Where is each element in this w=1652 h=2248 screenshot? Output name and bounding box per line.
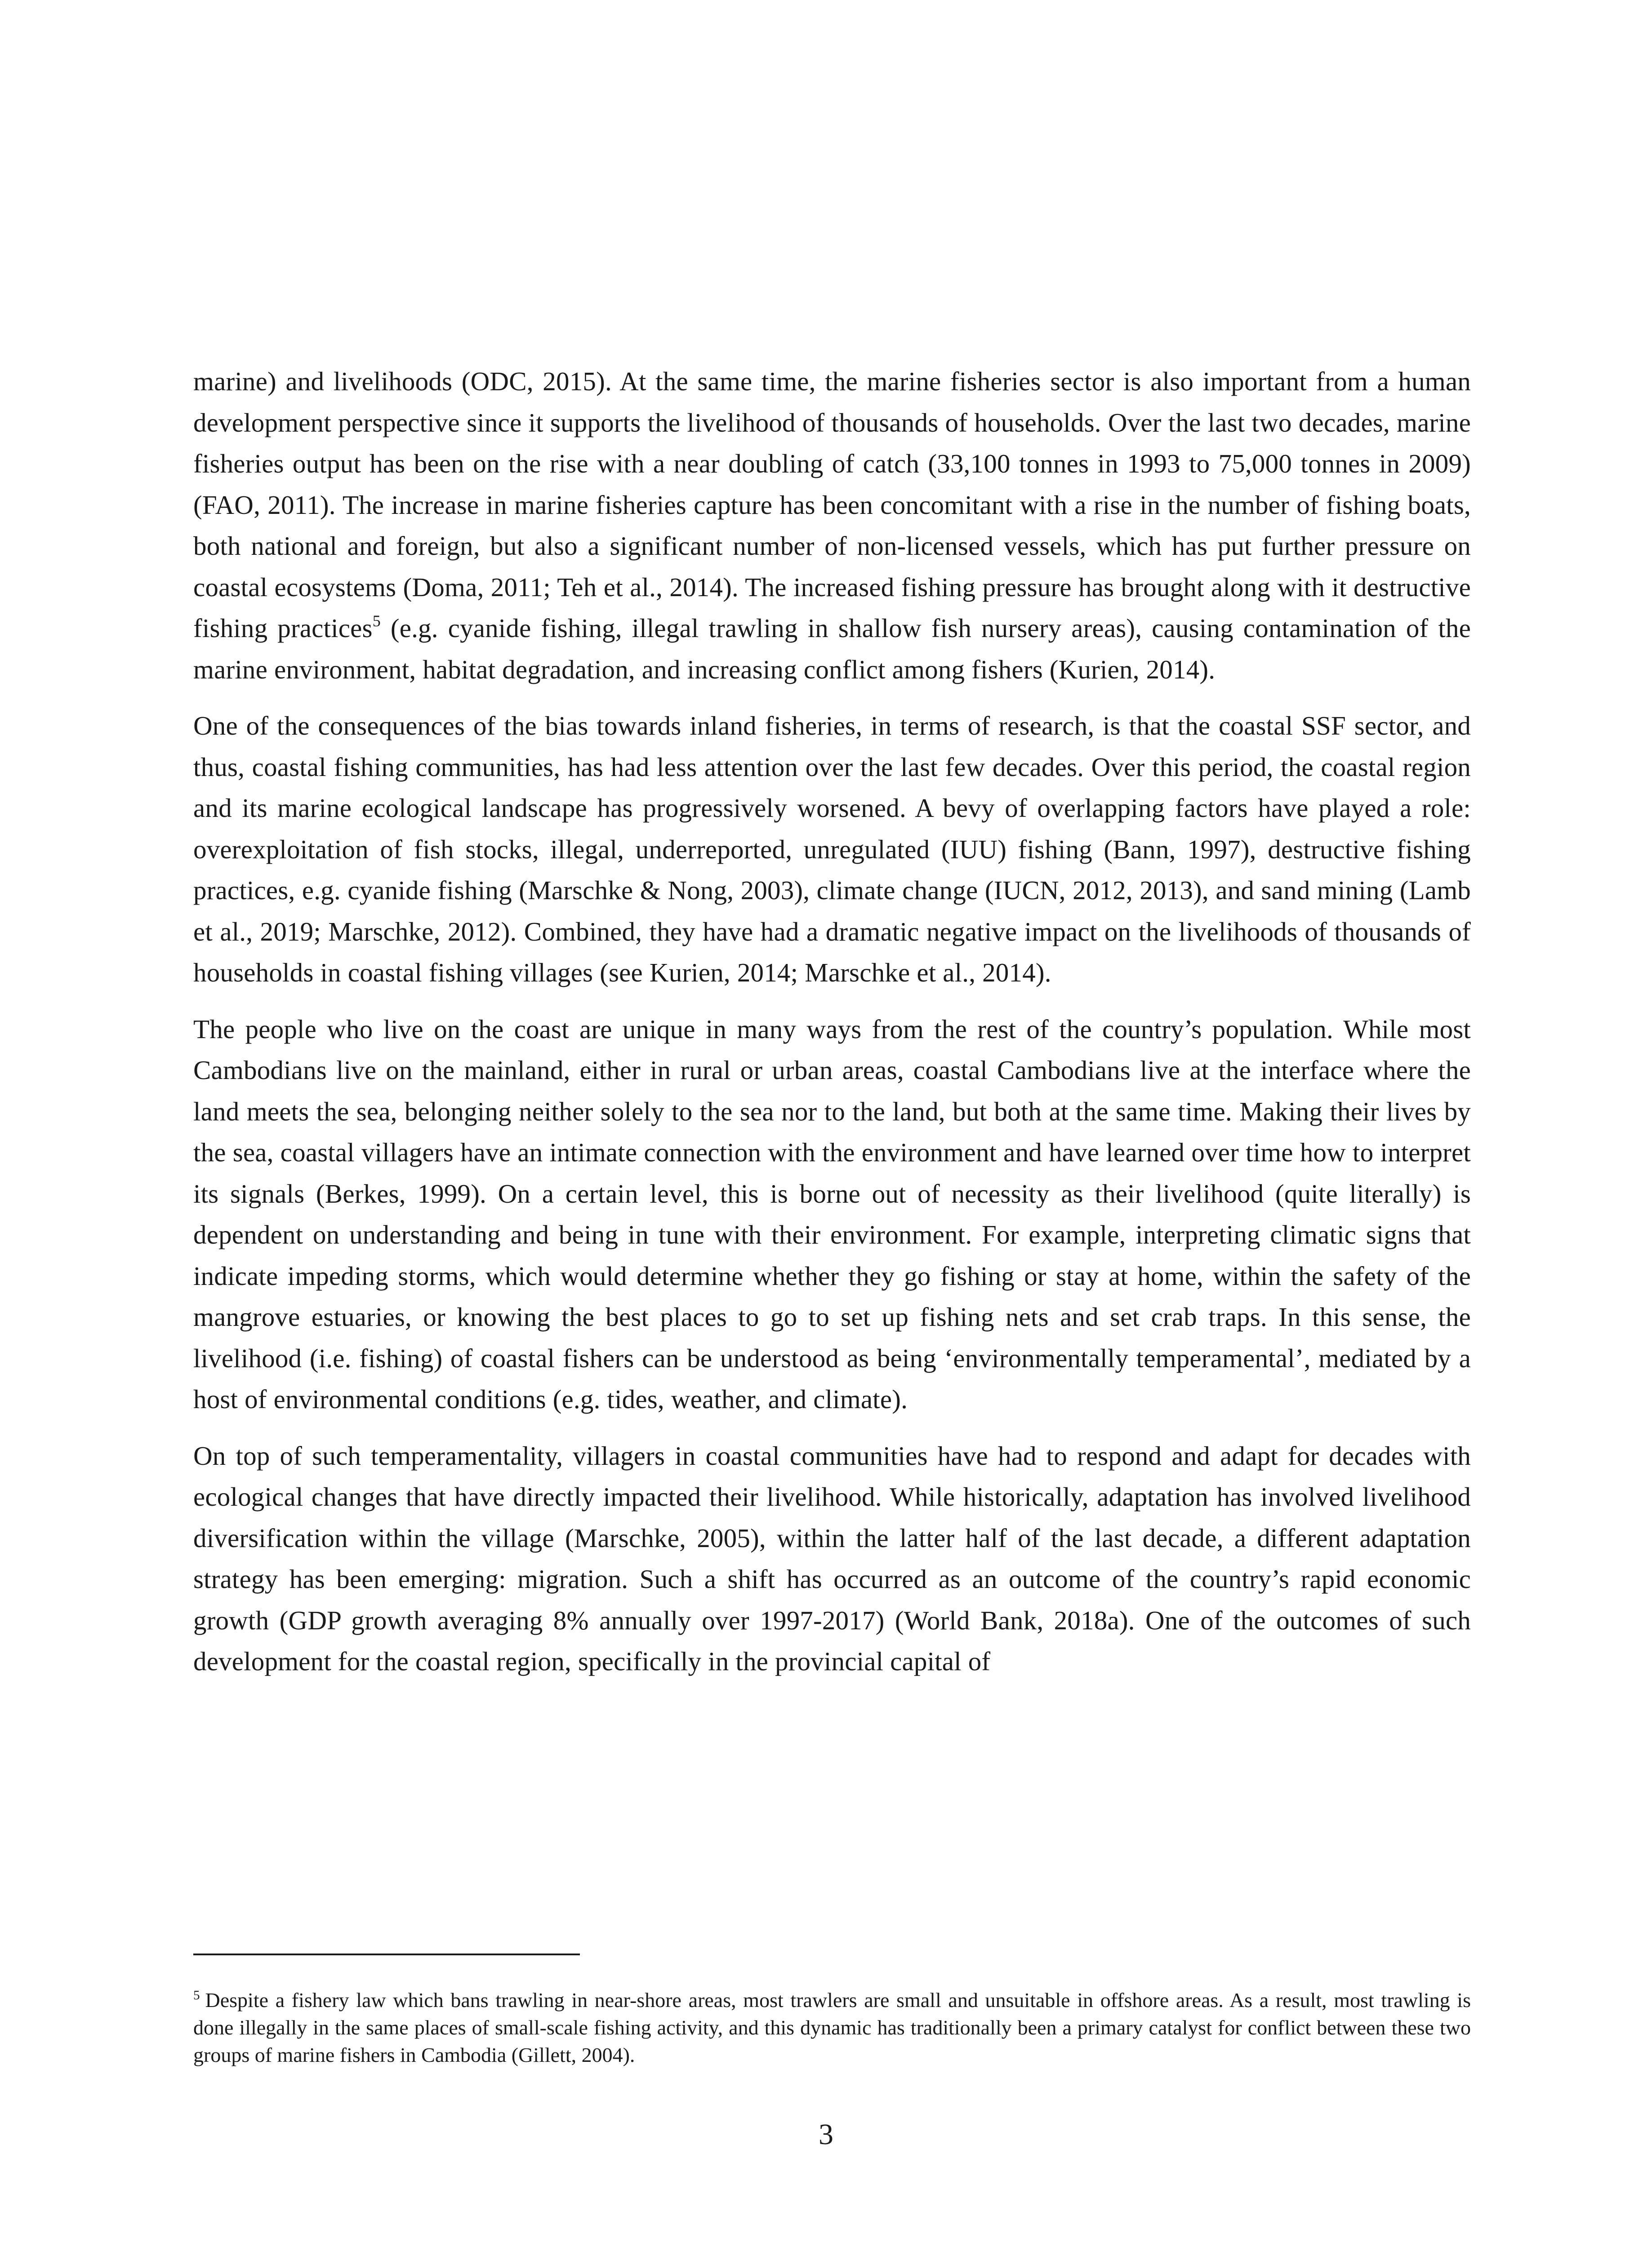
body-text (193, 361, 1471, 1682)
footnote-reference[interactable]: 5 (372, 612, 381, 630)
paragraph-4: On top of such temperamentality, villagers in coastal communities have had to respond and adapt for decades with ecological changes that have directly impacted their livelihood. While historically, adaptation has involved livelihood diversification within the village (Marschke, 2005), within the latter half of the last decade, a different adaptation strategy has been emerging: migration. Such a shift has occurred as an outcome of the country’s rapid economic growth (GDP growth averaging 8% annually over 1997-2017) (World Bank, 2018a). One of the outcomes of such development for the coastal region, specifically in the provincial capital of (193, 1441, 1471, 1676)
paragraph-1-text-continued: (e.g. cyanide fishing, illegal trawling in shallow fish nursery areas), causing contamination of the marine environment, habitat degradation, and increasing conflict among fishers (Kurien, 2014). (193, 613, 1471, 684)
footnote-marker: 5 (193, 1988, 200, 2003)
footnotes (193, 1986, 1471, 2069)
page-number: 3 (819, 2118, 833, 2151)
paragraph-1 (193, 361, 1471, 690)
footnote-5 (193, 1986, 1471, 2069)
footnote-text: Despite a fishery law which bans trawling in near-shore areas, most trawlers are small and unsuitable in offshore areas. As a result, most trawling is done illegally in the same places of small-scale fishing activity, and this dynamic has traditionally been a primary catalyst for conflict between these two groups of marine fishers in Cambodia (Gillett, 2004). (193, 1989, 1471, 2066)
footnote-divider (193, 1954, 580, 1955)
paragraph-3: The people who live on the coast are unique in many ways from the rest of the country’s population. While most Cambodians live on the mainland, either in rural or urban areas, coastal Cambodians live at the interface where the land meets the sea, belonging neither solely to the sea nor to the land, but both at the same time. Making their lives by the sea, coastal villagers have an intimate connection with the environment and have learned over time how to interpret its signals (Berkes, 1999). On a certain level, this is borne out of necessity as their livelihood (quite literally) is dependent on understanding and being in tune with their environment. For example, interpreting climatic signs that indicate impeding storms, which would determine whether they go fishing or stay at home, within the safety of the mangrove estuaries, or knowing the best places to go to set up fishing nets and set crab traps. In this sense, the livelihood (i.e. fishing) of coastal fishers can be understood as being ‘environmentally temperamental’, mediated by a host of environmental conditions (e.g. tides, weather, and climate). (193, 1014, 1471, 1414)
paragraph-1-text: marine) and livelihoods (ODC, 2015). At the same time, the marine fisheries sector is also important from a human development perspective since it supports the livelihood of thousands of households. Over the last two decades, marine fisheries output has been on the rise with a near doubling of catch (33,100 tonnes in 1993 to 75,000 tonnes in 2009) (FAO, 2011). The increase in marine fisheries capture has been concomitant with a rise in the number of fishing boats, both national and foreign, but also a significant number of non-licensed vessels, which has put further pressure on coastal ecosystems (Doma, 2011; Teh et al., 2014). The increased fishing pressure has brought along with it destructive fishing practices (193, 366, 1471, 643)
paragraph-2: One of the consequences of the bias towards inland fisheries, in terms of research, is that the coastal SSF sector, and thus, coastal fishing communities, has had less attention over the last few decades. Over this period, the coastal region and its marine ecological landscape has progressively worsened. A bevy of overlapping factors have played a role: overexploitation of fish stocks, illegal, underreported, unregulated (IUU) fishing (Bann, 1997), destructive fishing practices, e.g. cyanide fishing (Marschke & Nong, 2003), climate change (IUCN, 2012, 2013), and sand mining (Lamb et al., 2019; Marschke, 2012). Combined, they have had a dramatic negative impact on the livelihoods of thousands of households in coastal fishing villages (see Kurien, 2014; Marschke et al., 2014). (193, 711, 1471, 987)
